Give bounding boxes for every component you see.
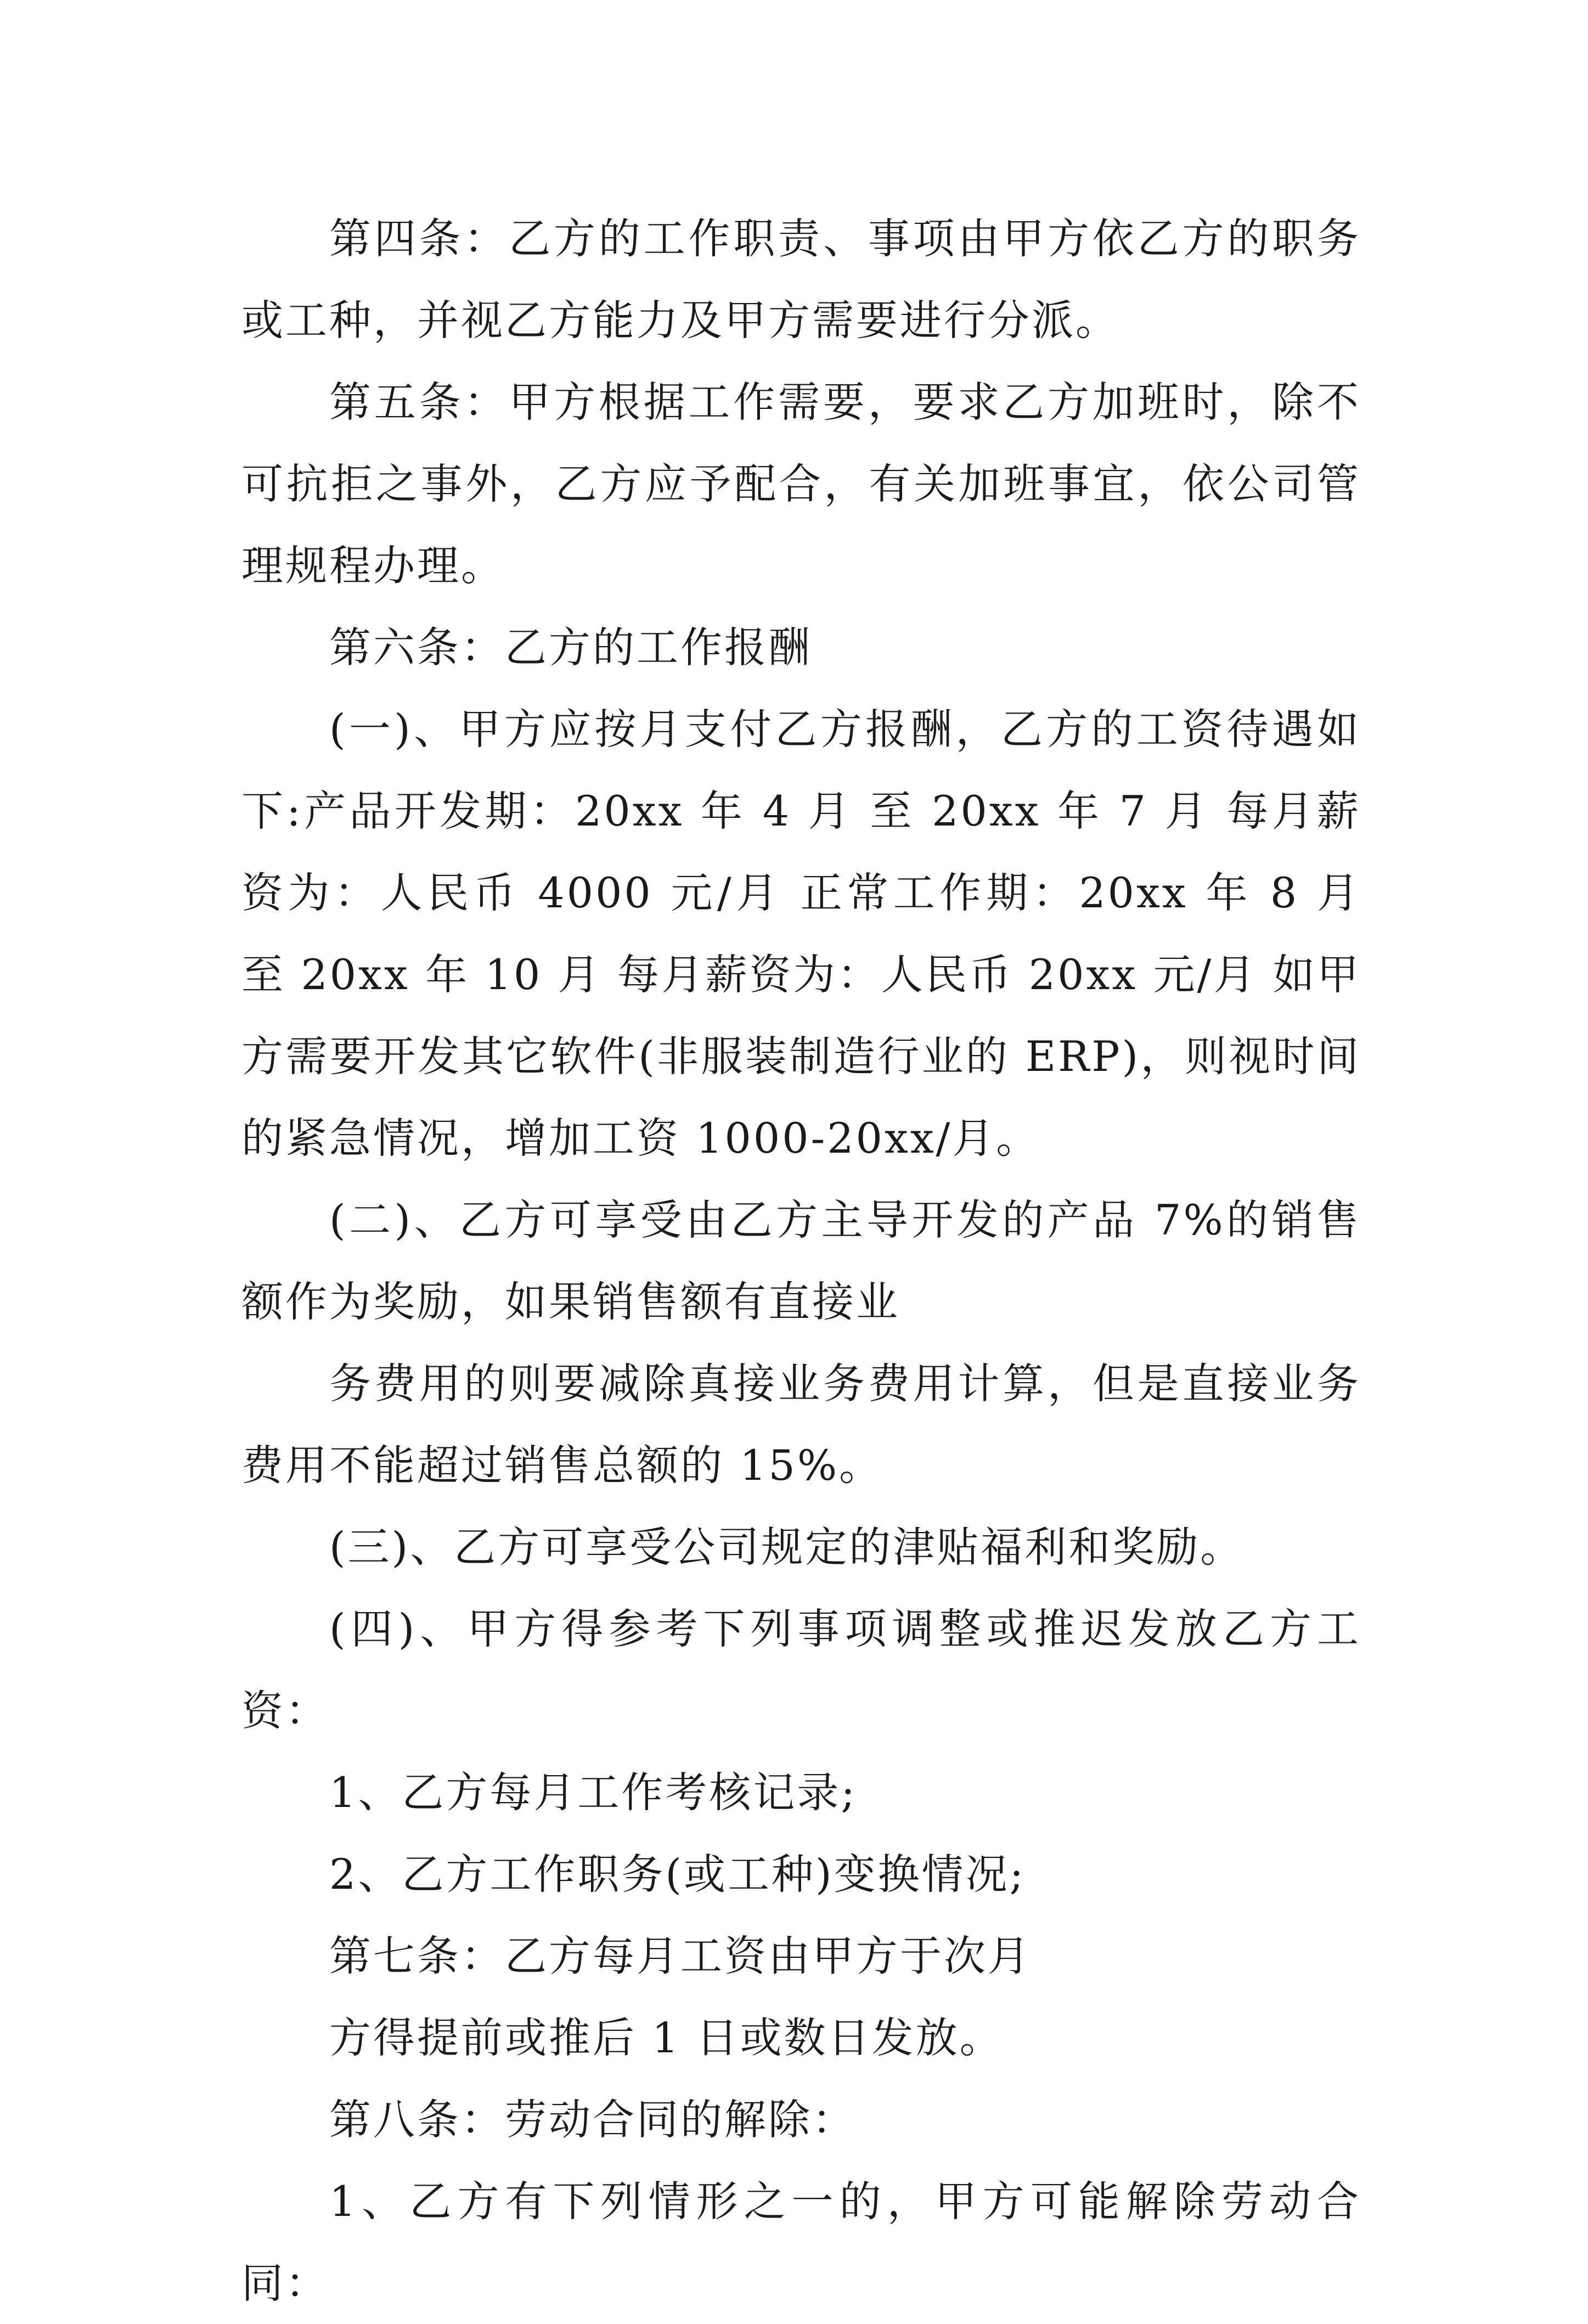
paragraph-list-item-2: 2、乙方工作职务(或工种)变换情况; — [329, 1850, 1026, 1899]
paragraph-article-6-item-2-continued: 务费用的则要减除真接业务费用计算，但是直接业务费用不能超过销售总额的 15%。 — [241, 1359, 1361, 1490]
paragraph-article-7: 第七条：乙方每月工资由甲方于次月 — [329, 1932, 1032, 1980]
paragraph-article-8-item-1: 1、乙方有下列情形之一的，甲方可能解除劳动合同： — [241, 2177, 1361, 2308]
paragraph-article-6-item-3: (三)、乙方可享受公司规定的津贴福利和奖励。 — [329, 1523, 1245, 1571]
paragraph-article-6-heading: 第六条：乙方的工作报酬 — [329, 623, 812, 672]
document-body — [241, 198, 1361, 2324]
paragraph-article-7-continued: 方得提前或推后 1 日或数日发放。 — [329, 2013, 1004, 2062]
paragraph-article-6-item-1: (一)、甲方应按月支付乙方报酬，乙方的工资待遇如下:产品开发期：20xx 年 4 月 至 20xx 年 7 月 每月薪资为：人民币 4000 元/月 正常工作期：20xx 年 8 月 至 20xx 年 10 月 每月薪资为：人民币 20xx 元/月 如甲方需要开发其它软件(非服装制造行业的 ERP)，则视时间的紧急情况，增加工资 1000-20xx/月。 — [241, 705, 1361, 1163]
paragraph-article-6-item-4: (四)、甲方得参考下列事项调整或推迟发放乙方工资： — [241, 1604, 1361, 1735]
paragraph-article-8: 第八条：劳动合同的解除： — [329, 2095, 856, 2144]
paragraph-article-4: 第四条：乙方的工作职责、事项由甲方依乙方的职务或工种，并视乙方能力及甲方需要进行分派。 — [241, 214, 1361, 345]
paragraph-list-item-1: 1、乙方每月工作考核记录; — [329, 1768, 857, 1817]
paragraph-article-5: 第五条：甲方根据工作需要，要求乙方加班时，除不可抗拒之事外，乙方应予配合，有关加班事宜，依公司管理规程办理。 — [241, 378, 1361, 590]
paragraph-article-6-item-2: (二)、乙方可享受由乙方主导开发的产品 7%的销售额作为奖励，如果销售额有直接业 — [241, 1195, 1361, 1326]
